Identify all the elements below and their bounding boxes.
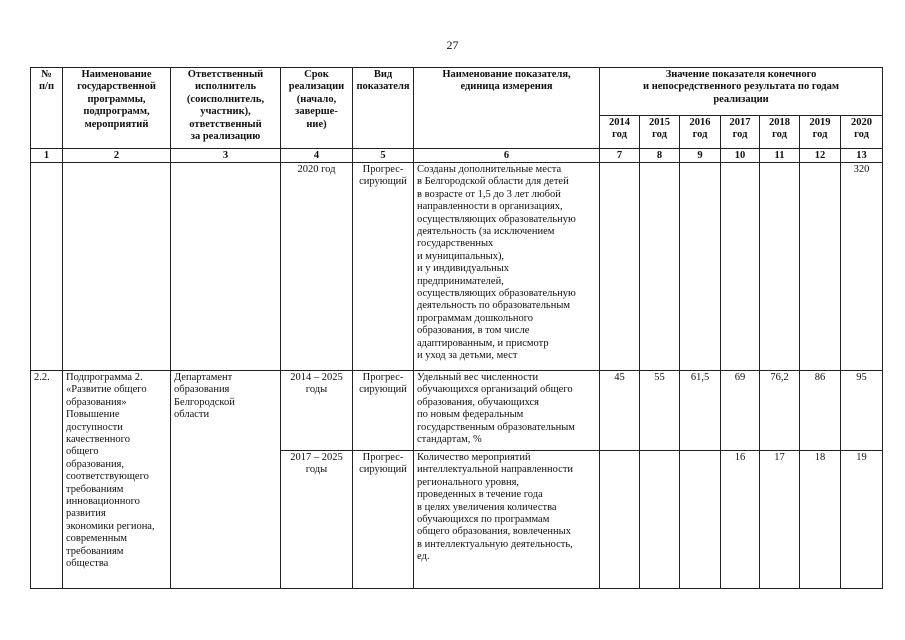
header-year: 2017 год — [721, 116, 760, 149]
table-row — [31, 163, 883, 371]
column-number: 2 — [63, 149, 171, 163]
row-value: 76,2 — [760, 371, 800, 451]
row-kind: Прогрес- сирующий — [353, 163, 414, 371]
row-responsible: Департамент образования Белгородской области — [171, 371, 281, 589]
row-kind: Прогрес- сирующий — [353, 451, 414, 589]
header-indicator: Наименование показателя, единица измерения — [414, 68, 600, 149]
row-term: 2017 – 2025 годы — [281, 451, 353, 589]
row-responsible — [171, 163, 281, 371]
row-term: 2014 – 2025 годы — [281, 371, 353, 451]
row-indicator: Удельный вес численности обучающихся организаций общего образования, обучающихся по новым федеральным государственным образовательным стандартам, % — [414, 371, 600, 451]
row-value: 95 — [841, 371, 883, 451]
row-value — [600, 163, 640, 371]
row-value: 17 — [760, 451, 800, 589]
header-num: № п/п — [31, 68, 63, 149]
row-value: 86 — [800, 371, 841, 451]
row-value — [640, 451, 680, 589]
row-value: 61,5 — [680, 371, 721, 451]
header-responsible: Ответственный исполнитель (соисполнитель, участник), ответственный за реализацию — [171, 68, 281, 149]
header-year: 2018 год — [760, 116, 800, 149]
header-kind: Вид показателя — [353, 68, 414, 149]
header-year: 2020 год — [841, 116, 883, 149]
header-year: 2014 год — [600, 116, 640, 149]
row-value: 45 — [600, 371, 640, 451]
row-num: 2.2. — [31, 371, 63, 589]
row-value — [640, 163, 680, 371]
row-value: 18 — [800, 451, 841, 589]
column-number: 12 — [800, 149, 841, 163]
row-value — [600, 451, 640, 589]
row-program: Подпрограмма 2. «Развитие общего образования» Повышение доступности качественного общего образования, соответствующего требованиям инновационного развития экономики региона, современным требованиям общества — [63, 371, 171, 589]
row-value: 69 — [721, 371, 760, 451]
header-program: Наименование государственной программы, подпрограмм, мероприятий — [63, 68, 171, 149]
row-value: 55 — [640, 371, 680, 451]
column-number: 3 — [171, 149, 281, 163]
header-year: 2015 год — [640, 116, 680, 149]
row-kind: Прогрес- сирующий — [353, 371, 414, 451]
column-number: 1 — [31, 149, 63, 163]
row-value — [800, 163, 841, 371]
column-number: 8 — [640, 149, 680, 163]
header-values: Значение показателя конечного и непосредственного результата по годам реализации — [600, 68, 883, 116]
row-num — [31, 163, 63, 371]
column-number: 4 — [281, 149, 353, 163]
header-year: 2019 год — [800, 116, 841, 149]
column-number: 11 — [760, 149, 800, 163]
column-number: 13 — [841, 149, 883, 163]
indicators-table — [30, 67, 883, 589]
row-value — [680, 451, 721, 589]
column-number: 5 — [353, 149, 414, 163]
row-term: 2020 год — [281, 163, 353, 371]
row-value — [760, 163, 800, 371]
row-value — [721, 163, 760, 371]
row-program — [63, 163, 171, 371]
table-row — [31, 371, 883, 451]
row-indicator: Созданы дополнительные места в Белгородской области для детей в возрасте от 1,5 до 3 лет любой направленности в организациях, осуществляющих образовательную деятельность (за исключением государственных и муниципальных), и у индивидуальных предпринимателей, осуществляющих образовательную деятельность по образовательным программам дошкольного образования, в том числе адаптированным, и присмотр и уход за детьми, мест — [414, 163, 600, 371]
column-number: 6 — [414, 149, 600, 163]
page-number: 27 — [446, 38, 459, 52]
column-number: 9 — [680, 149, 721, 163]
row-value: 320 — [841, 163, 883, 371]
header-year: 2016 год — [680, 116, 721, 149]
header-term: Срок реализации (начало, заверше- ние) — [281, 68, 353, 149]
row-value: 19 — [841, 451, 883, 589]
row-indicator: Количество мероприятий интеллектуальной направленности регионального уровня, проведенных в течение года в целях увеличения количества обучающихся по программам общего образования, вовлеченных в интеллектуальную деятельность, ед. — [414, 451, 600, 589]
row-value — [680, 163, 721, 371]
column-number: 10 — [721, 149, 760, 163]
column-number: 7 — [600, 149, 640, 163]
row-value: 16 — [721, 451, 760, 589]
